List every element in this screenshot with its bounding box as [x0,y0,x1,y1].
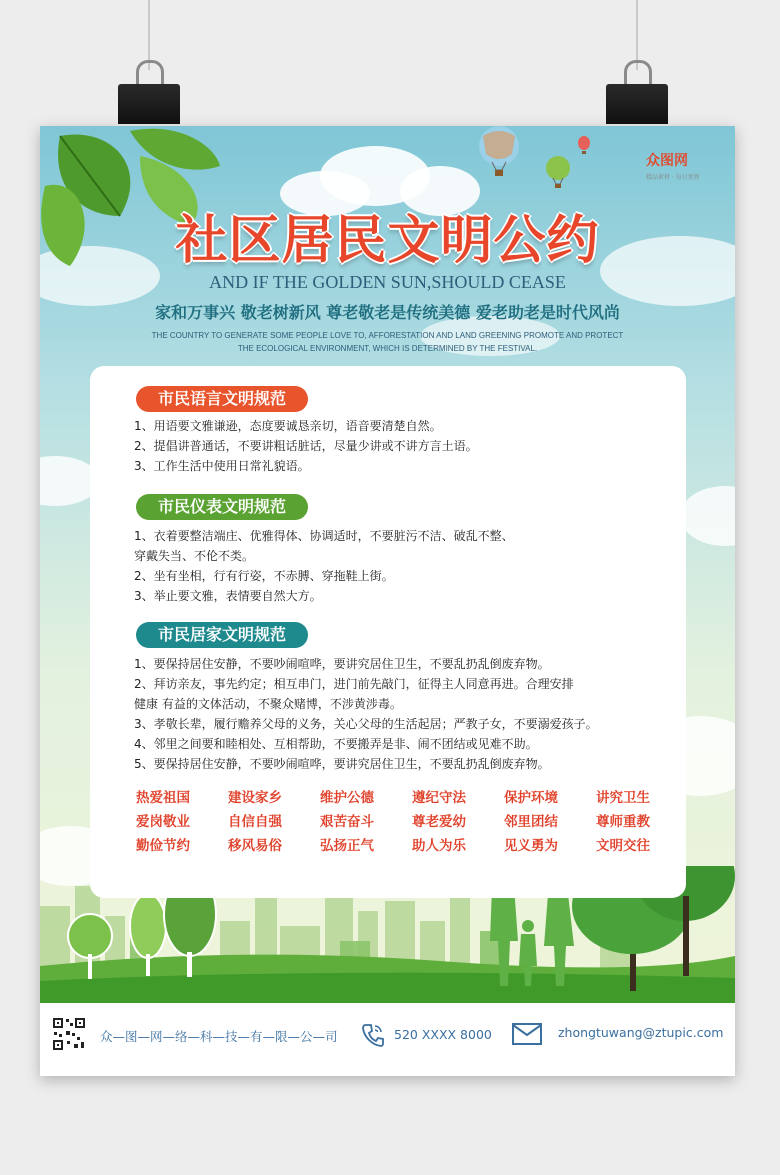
section-title-language: 市民语言文明规范 [136,386,308,412]
subtitle-english: AND IF THE GOLDEN SUN,SHOULD CEASE [209,272,566,292]
rule-line: 2、提倡讲普通话，不要讲粗话脏话，尽量少讲或不讲方言土语。 [134,439,478,453]
slogan: 热爱祖国 [136,790,190,806]
slogan: 勤俭节约 [136,838,190,854]
slogan: 讲究卫生 [596,790,650,806]
slogan: 助人为乐 [412,838,466,854]
slogan: 自信自强 [228,814,282,830]
rule-line: 3、举止要文雅，表情要自然大方。 [134,589,322,603]
rule-line: 4、邻里之间要和睦相处、互相帮助，不要搬弄是非、闹不团结或见难不助。 [134,737,538,751]
page-title: 社区居民文明公约 [175,211,600,271]
phone-number: 520 XXXX 8000 [394,1027,492,1042]
hot-air-balloon-icon [543,156,573,190]
description-line: THE COUNTRY TO GENERATE SOME PEOPLE LOVE TO, AFFORESTATION AND LAND GREENING PROMOTE AND PROTECT [151,331,624,340]
slogan-row [136,786,676,810]
subtitle-chinese: 家和万事兴 敬老树新风 尊老敬老是传统美德 爱老助老是时代风尚 [155,303,620,322]
description-line: THE ECOLOGICAL ENVIRONMENT, WHICH IS DETERMINED BY THE FESTIVAL. [237,344,538,353]
description [40,329,735,355]
rule-line: 1、要保持居住安静，不要吵闹喧哗，要讲究居住卫生，不要乱扔乱倒废弃物。 [134,657,550,671]
footer [40,1003,735,1076]
section-title-home: 市民居家文明规范 [136,622,308,648]
slogan: 艰苦奋斗 [320,814,374,830]
slogan: 爱岗敬业 [136,814,190,830]
slogan: 尊老爱幼 [412,814,466,830]
rule-line: 2、坐有坐相，行有行姿，不赤膊、穿拖鞋上街。 [134,569,394,583]
slogan: 移风易俗 [228,838,282,854]
logo-tagline: 精品素材 · 每日更新 [646,174,700,181]
binder-clip-right [606,0,668,124]
rule-line: 穿戴失当、不伦不类。 [134,549,255,563]
hot-air-balloon-icon [474,126,524,181]
rules-card [90,366,686,898]
rule-line: 3、工作生活中使用日常礼貌语。 [134,459,310,473]
rule-line: 1、衣着要整洁端庄、优雅得体、协调适时，不要脏污不洁、破乱不整、 [134,529,514,543]
brand-logo [646,150,700,181]
slogan-row [136,810,676,834]
hot-air-balloon-icon [576,136,592,156]
qr-code-icon [52,1017,86,1051]
slogan: 遵纪守法 [412,790,466,806]
company-name: 众—图—网—络—科—技—有—限—公—司 [100,1029,338,1044]
rule-line: 2、拜访亲友，事先约定；相互串门，进门前先敲门，征得主人同意再进。合理安排 [134,677,574,691]
rule-line: 5、要保持居住安静，不要吵闹喧哗，要讲究居住卫生，不要乱扔乱倒废弃物。 [134,757,550,771]
section-title-appearance: 市民仪表文明规范 [136,494,308,520]
phone-icon [362,1023,384,1047]
poster [40,126,735,1076]
slogans [136,786,676,858]
slogan-row [136,834,676,858]
rule-line: 1、用语要文雅谦逊，态度要诚恳亲切，语音要清楚自然。 [134,419,442,433]
email-icon [512,1023,542,1045]
slogan: 弘扬正气 [320,838,374,854]
slogan: 文明交往 [596,838,650,854]
slogan: 见义勇为 [504,838,558,854]
slogan: 保护环境 [504,790,558,806]
slogan: 邻里团结 [504,814,558,830]
logo-name: 众图网 [646,153,688,169]
slogan: 建设家乡 [228,790,282,806]
binder-clip-left [118,0,180,124]
slogan: 尊师重教 [596,814,650,830]
rule-line: 健康 有益的文体活动，不聚众赌博，不涉黄涉毒。 [134,697,402,711]
rule-line: 3、孝敬长辈，履行赡养父母的义务，关心父母的生活起居；严教子女，不要溺爱孩子。 [134,717,598,731]
slogan: 维护公德 [320,790,374,806]
email-address: zhongtuwang@ztupic.com [558,1025,724,1040]
